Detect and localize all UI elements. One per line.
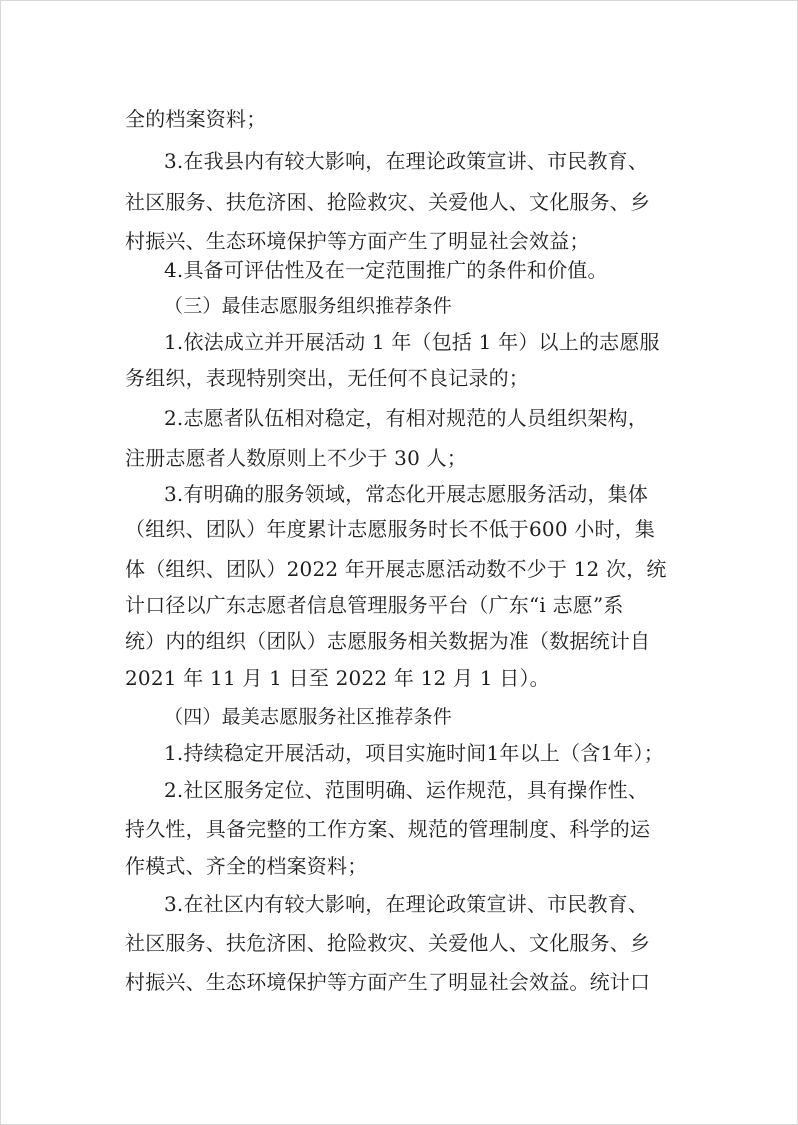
text-line: 体（组织、团队）2022 年开展志愿活动数不少于 12 次，统: [125, 557, 667, 581]
text-line: 3.在我县内有较大影响，在理论政策宣讲、市民教育、: [164, 149, 649, 173]
text-line: 村振兴、生态环境保护等方面产生了明显社会效益。统计口: [125, 970, 651, 994]
text-line: 注册志愿者人数原则上不少于 30 人；: [125, 446, 467, 470]
text-line: 2.社区服务定位、范围明确、运作规范，具有操作性、: [164, 778, 649, 802]
text-line: 计口径以广东志愿者信息管理服务平台（广东“i 志愿”系: [125, 593, 624, 617]
text-line: 社区服务、扶危济困、抢险救灾、关爱他人、文化服务、乡: [125, 931, 651, 955]
text-line: 全的档案资料；: [125, 107, 267, 131]
text-line: 持久性，具备完整的工作方案、规范的管理制度、科学的运: [125, 817, 651, 841]
text-line: 4.具备可评估性及在一定范围推广的条件和价值。: [164, 258, 608, 282]
text-line: 社区服务、扶危济困、抢险救灾、关爱他人、文化服务、乡: [125, 190, 651, 214]
text-line: （组织、团队）年度累计志愿服务时长不低于600 小时，集: [125, 517, 656, 541]
section-heading: （四）最美志愿服务社区推荐条件: [164, 706, 453, 728]
text-line: 村振兴、生态环境保护等方面产生了明显社会效益；: [125, 229, 590, 253]
text-line: 1.依法成立并开展活动 1 年（包括 1 年）以上的志愿服: [164, 330, 660, 354]
text-line: 1.持续稳定开展活动，项目实施时间1年以上（含1年）；: [164, 741, 664, 765]
text-line: 3.在社区内有较大影响，在理论政策宣讲、市民教育、: [164, 892, 649, 916]
text-line: 务组织，表现特别突出，无任何不良记录的；: [125, 366, 529, 390]
text-line: 2.志愿者队伍相对稳定，有相对规范的人员组织架构，: [164, 406, 649, 430]
text-line: 2021 年 11 月 1 日至 2022 年 12 月 1 日）。: [125, 666, 550, 690]
text-line: 统）内的组织（团队）志愿服务相关数据为准（数据统计自: [125, 629, 651, 653]
text-line: 作模式、齐全的档案资料；: [125, 854, 368, 878]
section-heading: （三）最佳志愿服务组织推荐条件: [164, 295, 453, 317]
text-line: 3.有明确的服务领域，常态化开展志愿服务活动，集体: [164, 482, 649, 506]
